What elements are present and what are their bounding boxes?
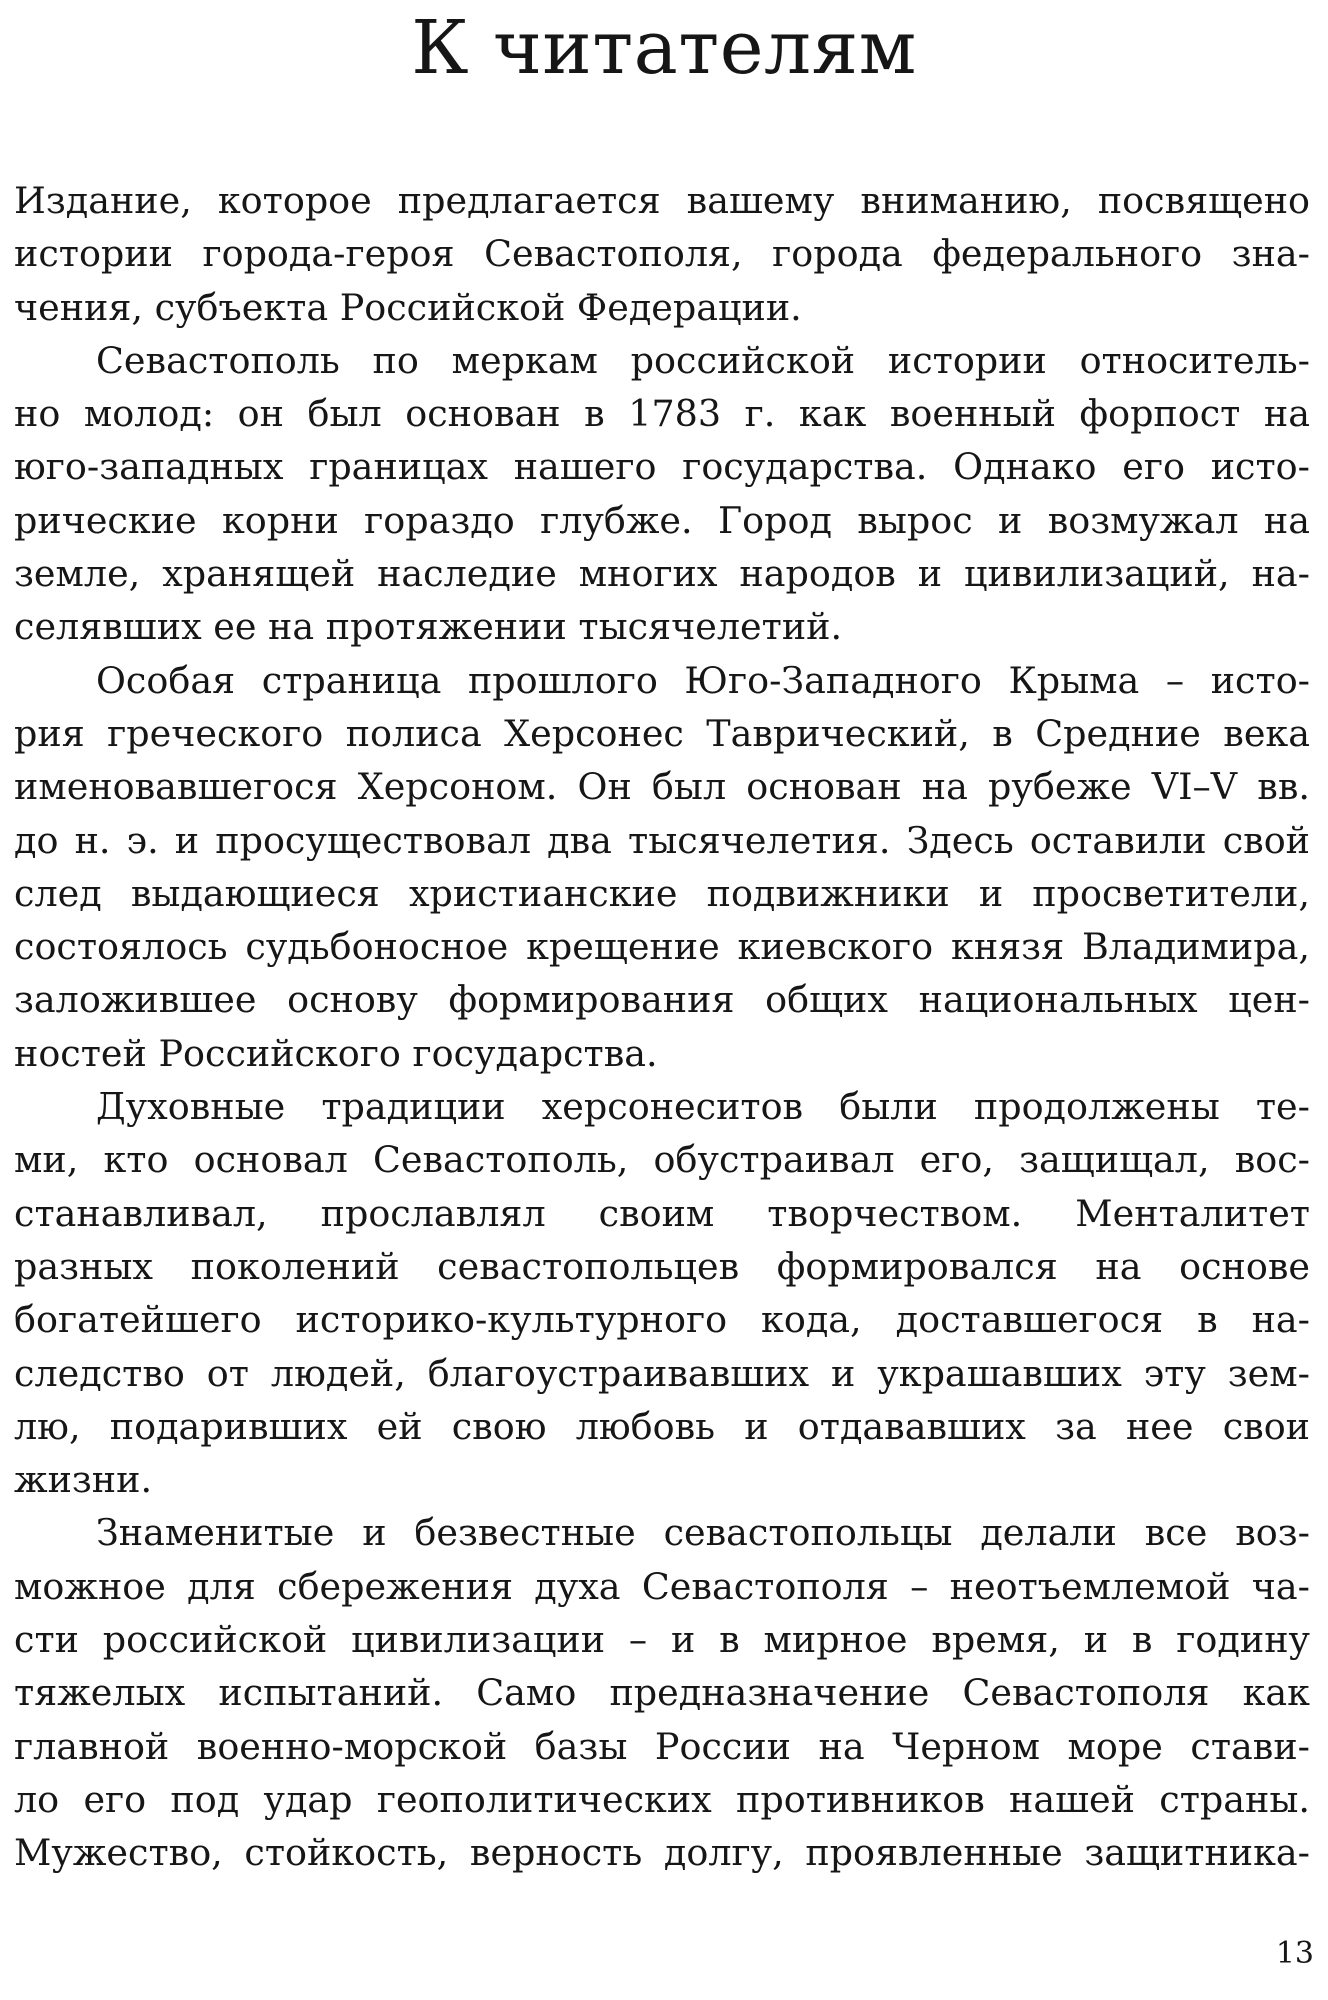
text-line: Мужество, стойкость, верность долгу, проявленные защитника-	[14, 1831, 1310, 1875]
text-line: рия греческого полиса Херсонес Таврический, в Средние века	[14, 711, 1310, 755]
text-line: юго-западных границах нашего государства. Однако его исто-	[14, 445, 1310, 489]
text-line: станавливал, прославлял своим творчеством. Менталитет	[14, 1191, 1310, 1235]
text-line: ми, кто основал Севастополь, обустраивал его, защищал, вос-	[14, 1138, 1310, 1182]
text-line: но молод: он был основан в 1783 г. как военный форпост на	[14, 392, 1310, 436]
text-line: след выдающиеся христианские подвижники и просветители,	[14, 871, 1310, 915]
text-line: богатейшего историко-культурного кода, доставшегося в на-	[14, 1298, 1310, 1342]
text-line: земле, хранящей наследие многих народов и цивилизаций, на-	[14, 552, 1310, 596]
text-line: именовавшегося Херсоном. Он был основан на рубеже VI–V вв.	[14, 765, 1310, 809]
text-line: главной военно-морской базы России на Черном море стави-	[14, 1724, 1310, 1768]
text-line: чения, субъекта Российской Федерации.	[14, 285, 802, 329]
text-line: Особая страница прошлого Юго-Западного Крыма – исто-	[96, 658, 1310, 702]
text-line: Издание, которое предлагается вашему вниманию, посвящено	[14, 179, 1310, 222]
text-line: состоялось судьбоносное крещение киевского князя Владимира,	[14, 925, 1310, 969]
text-line: ло его под удар геополитических противников нашей страны.	[14, 1777, 1310, 1821]
text-line: рические корни гораздо глубже. Город вырос и возмужал на	[14, 498, 1310, 542]
text-line: разных поколений севастопольцев формировался на основе	[14, 1244, 1310, 1288]
text-line: тяжелых испытаний. Само предназначение Севастополя как	[14, 1671, 1310, 1715]
text-line: Севастополь по меркам российской истории относитель-	[96, 338, 1310, 382]
page-number: 13	[1275, 1936, 1314, 1971]
chapter-title: К читателям	[411, 5, 917, 91]
text-line: жизни.	[14, 1458, 153, 1502]
text-line: следство от людей, благоустраивавших и украшавших эту зем-	[14, 1351, 1310, 1395]
text-line: Духовные традиции херсонеситов были продолжены те-	[96, 1085, 1310, 1129]
text-line: заложившее основу формирования общих национальных цен-	[14, 978, 1310, 1022]
text-line: лю, подаривших ей свою любовь и отдававших за нее свои	[14, 1404, 1310, 1448]
text-line: можное для сбережения духа Севастополя – неотъемлемой ча-	[14, 1564, 1310, 1608]
body-text	[14, 174, 1310, 1880]
text-line: истории города-героя Севастополя, города федерального зна-	[14, 232, 1310, 276]
text-line: до н. э. и просуществовал два тысячелетия. Здесь оставили свой	[14, 818, 1310, 862]
text-line: селявших ее на протяжении тысячелетий.	[14, 605, 843, 649]
text-line: сти российской цивилизации – и в мирное время, и в годину	[14, 1618, 1310, 1662]
text-line: ностей Российского государства.	[14, 1031, 658, 1075]
text-line: Знаменитые и безвестные севастопольцы делали все воз-	[96, 1511, 1310, 1555]
